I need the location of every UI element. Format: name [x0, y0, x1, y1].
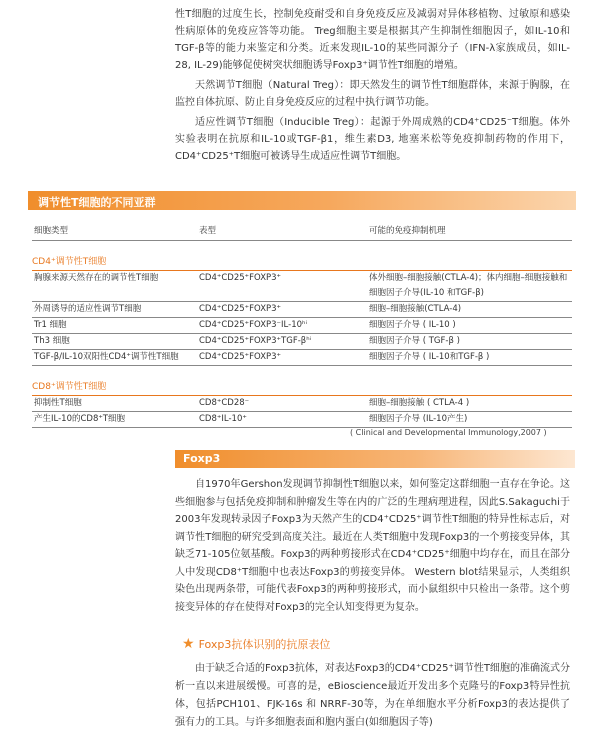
foxp3-paragraph: 自1970年Gershon发现调节抑制性T细胞以来，如何鉴定这群细胞一直存在争论。这些细胞参与包括免疫抑制和肿瘤发生等在内的广泛的生理病理进程，因此S.Sakaguchi于2003年发现转录因子Foxp3为天然产生的CD4⁺CD25⁺调节性T细胞的特异性标志后，对调节性T细胞的研究受到高度关注。最近在人类T细胞中发现Foxp3的一个剪接变异体，其缺乏71-105位氨基酸。Foxp3的两种剪接形式在CD4⁺CD25⁺细胞中均存在，而且在部分人中发现CD8⁺T细胞中也表达Foxp3的剪接变异体。 Western blot结果显示，人类组织染色出现两条带，可能代表Foxp3的两种剪接形式，而小鼠组织中只检出一条带。这个剪接变异体的存在使得对Foxp3的完全认知变得更为复杂。 — [175, 479, 570, 613]
intro-text — [175, 6, 570, 165]
foxp3-header — [175, 450, 575, 468]
group-label-cd4: CD4⁺调节性T细胞 — [32, 255, 572, 271]
header-cell-mechanism: 可能的免疫抑制机理 — [369, 226, 446, 236]
cell: CD4⁺CD25⁺FOXP3⁻IL-10ʰⁱ — [199, 320, 307, 330]
table-header-row — [32, 222, 572, 241]
foxp3-body — [175, 476, 570, 616]
table-row — [32, 334, 572, 350]
table-row — [32, 396, 572, 412]
epitope-paragraph: 由于缺乏合适的Foxp3抗体，对表达Foxp3的CD4⁺CD25⁺调节性T细胞的准确流式分析一直以来进展缓慢。可喜的是，eBioscience最近开发出多个克隆号的Foxp3特异性抗体，包括PCH101、FJK-16s 和 NRRF-30等，为在单细胞水平分析Foxp3的表达提供了强有力的工具。与许多细胞表面和胞内蛋白(如细胞因子等) — [175, 663, 570, 728]
cell: 产生IL-10的CD8⁺T细胞 — [34, 414, 126, 424]
cell: CD8⁺IL-10⁺ — [199, 414, 247, 424]
table-row — [32, 318, 572, 334]
citation: ( Clinical and Developmental Immunology,2007 ) — [350, 428, 547, 437]
cell: CD4⁺CD25⁺FOXP3⁺TGF-βʰⁱ — [199, 336, 312, 346]
section-title: 调节性T细胞的不同亚群 — [38, 196, 156, 209]
header-cell-phenotype: 表型 — [199, 226, 217, 236]
cell: CD8⁺CD28⁻ — [199, 398, 250, 408]
cell: 细胞因子介导 (IL-10产生) — [369, 414, 468, 424]
cell: CD4⁺CD25⁺FOXP3⁺ — [199, 352, 282, 362]
table-row — [32, 350, 572, 366]
cell: 细胞–细胞接触 ( CTLA-4 ) — [369, 398, 470, 408]
cell: 外周诱导的适应性调节T细胞 — [34, 304, 142, 314]
subset-table — [32, 222, 572, 428]
intro-paragraph-2: 天然调节T细胞（Natural Treg）：即天然发生的调节性T细胞群体，来源于胸腺，在监控自体抗原、防止自身免疫反应的过程中执行调节功能。 — [175, 80, 570, 108]
cell: Tr1 细胞 — [34, 320, 67, 330]
cell: 体外细胞–细胞接触(CTLA-4)；体内细胞–细胞接触和细胞因子介导(IL-10 和TGF-β) — [369, 273, 568, 298]
cell: 细胞因子介导 ( TGF-β ) — [369, 336, 460, 346]
cell: 细胞–细胞接触(CTLA-4) — [369, 304, 462, 314]
group-label-cd8: CD8⁺调节性T细胞 — [32, 380, 572, 396]
section-header — [28, 191, 576, 210]
intro-paragraph-1: 性T细胞的过度生长，控制免疫耐受和自身免疫反应及减弱对异体移植物、过敏原和感染性病原体的免疫应答等功能。 Treg细胞主要是根据其产生抑制性细胞因子，如IL-10和TGF-β等的能力来鉴定和分类。近来发现IL-10的某些同源分子（IFN-λ家族成员，如IL-28, IL-29)能够促使树突状细胞诱导Foxp3⁺调节性T细胞的增殖。 — [175, 9, 570, 71]
cell: 胸腺来源天然存在的调节性T细胞 — [34, 273, 159, 283]
cell: 细胞因子介导 ( IL-10 ) — [369, 320, 456, 330]
star-icon: ★ — [182, 636, 195, 652]
subsection-heading — [182, 636, 330, 652]
subsection-title: Foxp3抗体识别的抗原表位 — [198, 638, 331, 651]
foxp3-title: Foxp3 — [183, 452, 221, 465]
cell: CD4⁺CD25⁺FOXP3⁺ — [199, 304, 282, 314]
table-row — [32, 412, 572, 428]
cell: TGF-β/IL-10双阳性CD4⁺调节性T细胞 — [34, 352, 179, 362]
header-cell-type: 细胞类型 — [34, 226, 69, 236]
cell: 抑制性T细胞 — [34, 398, 82, 408]
cell: Th3 细胞 — [34, 336, 70, 346]
cell: 细胞因子介导 ( IL-10和TGF-β ) — [369, 352, 490, 362]
cell: CD4⁺CD25⁺FOXP3⁺ — [199, 273, 282, 283]
table-row — [32, 302, 572, 318]
epitope-body — [175, 660, 570, 732]
table-row — [32, 271, 572, 302]
intro-paragraph-3: 适应性调节T细胞（Inducible Treg）：起源于外周成熟的CD4⁺CD25⁻T细胞。体外实验表明在抗原和IL-10或TGF-β1，维生素D3, 地塞米松等免疫抑制药物的作用下，CD4⁺CD25⁺T细胞可被诱导生成适应性调节T细胞。 — [175, 117, 570, 162]
